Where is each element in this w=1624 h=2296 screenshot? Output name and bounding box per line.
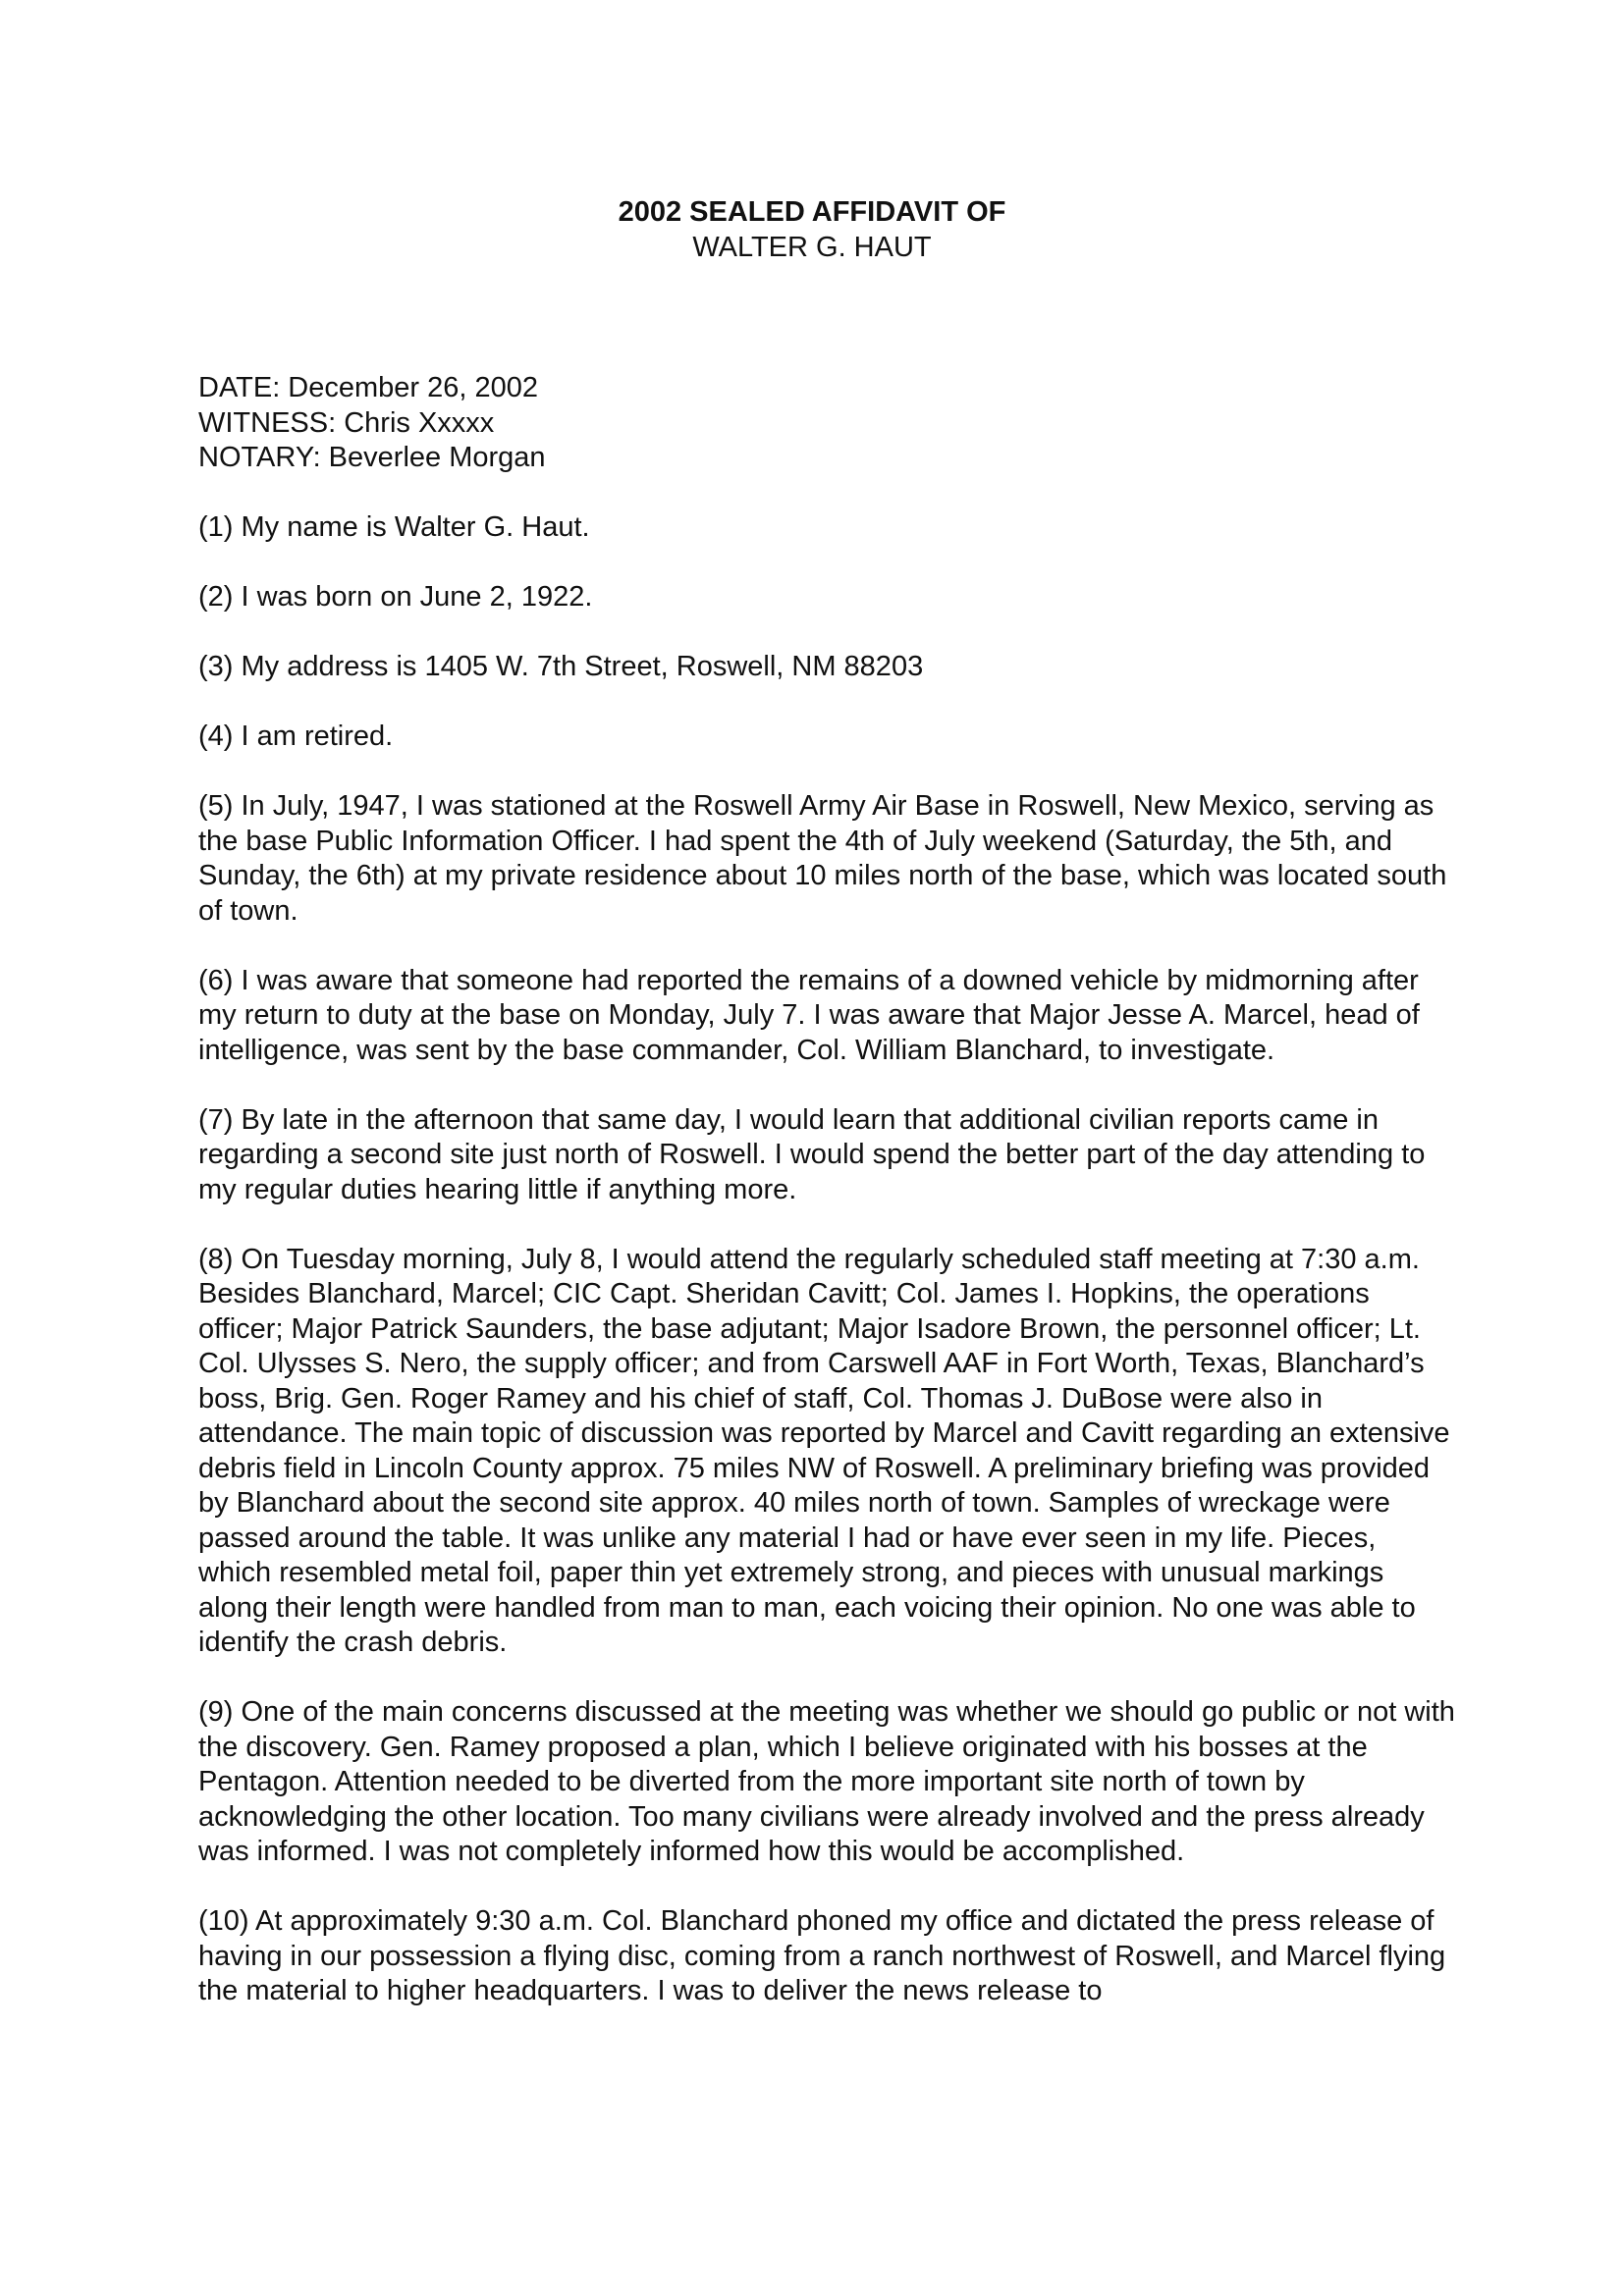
date-line: DATE: December 26, 2002	[198, 372, 539, 403]
notary-line: NOTARY: Beverlee Morgan	[198, 442, 546, 473]
paragraph-5: (5) In July, 1947, I was stationed at the Roswell Army Air Base in Roswell, New Mexico, serving as the base Public Information Officer. I had spent the 4th of July weekend (Saturday, the 5th, and Sunday, the 6th) at my private residence about 10 miles north of the base, which was located south of town.	[198, 790, 1447, 927]
document-body	[198, 371, 1455, 2044]
paragraph-2: (2) I was born on June 2, 1922.	[198, 581, 593, 613]
paragraph-1: (1) My name is Walter G. Haut.	[198, 511, 590, 543]
paragraph-10: (10) At approximately 9:30 a.m. Col. Blanchard phoned my office and dictated the press release of having in our possession a flying disc, coming from a ranch northwest of Roswell, and Marcel flying the material to higher headquarters. I was to deliver the news release to	[198, 1905, 1446, 2006]
affidavit-header	[198, 371, 1455, 476]
paragraph-9: (9) One of the main concerns discussed at the meeting was whether we should go public or not with the discovery. Gen. Ramey proposed a plan, which I believe originated with his bosses at the Pentagon. Attention needed to be diverted from the more important site north of town by acknowledging the other location. Too many civilians were already involved and the press already was informed. I was not completely informed how this would be accomplished.	[198, 1696, 1455, 1867]
title-subject-name: WALTER G. HAUT	[692, 232, 932, 263]
witness-line: WITNESS: Chris Xxxxx	[198, 406, 495, 439]
paragraph-3: (3) My address is 1405 W. 7th Street, Roswell, NM 88203	[198, 651, 924, 682]
paragraph-6: (6) I was aware that someone had reported the remains of a downed vehicle by midmorning after my return to duty at the base on Monday, July 7. I was aware that Major Jesse A. Marcel, head of intelligence, was sent by the base commander, Col. William Blanchard, to investigate.	[198, 964, 1420, 1066]
paragraph-4: (4) I am retired.	[198, 721, 394, 752]
document-title	[0, 194, 1624, 265]
paragraph-7: (7) By late in the afternoon that same day, I would learn that additional civilian reports came in regarding a second site just north of Roswell. I would spend the better part of the day attending to my regular duties hearing little if anything more.	[198, 1103, 1426, 1205]
paragraph-8: (8) On Tuesday morning, July 8, I would attend the regularly scheduled staff meeting at 7:30 a.m. Besides Blanchard, Marcel; CIC Capt. Sheridan Cavitt; Col. James I. Hopkins, the operations officer; Major Patrick Saunders, the base adjutant; Major Isadore Brown, the personnel officer; Lt. Col. Ulysses S. Nero, the supply officer; and from Carswell AAF in Fort Worth, Texas, Blanchard’s boss, Brig. Gen. Roger Ramey and his chief of staff, Col. Thomas J. DuBose were also in attendance. The main topic of discussion was reported by Marcel and Cavitt regarding an extensive debris field in Lincoln County approx. 75 miles NW of Roswell. A preliminary briefing was provided by Blanchard about the second site approx. 40 miles north of town. Samples of wreckage were passed around the table. It was unlike any material I had or have ever seen in my life. Pieces, which resembled metal foil, paper thin yet extremely strong, and pieces with unusual markings along their length were handled from man to man, each voicing their opinion. No one was able to identify the crash debris.	[198, 1243, 1450, 1658]
title-heading: 2002 SEALED AFFIDAVIT OF	[618, 196, 1006, 228]
